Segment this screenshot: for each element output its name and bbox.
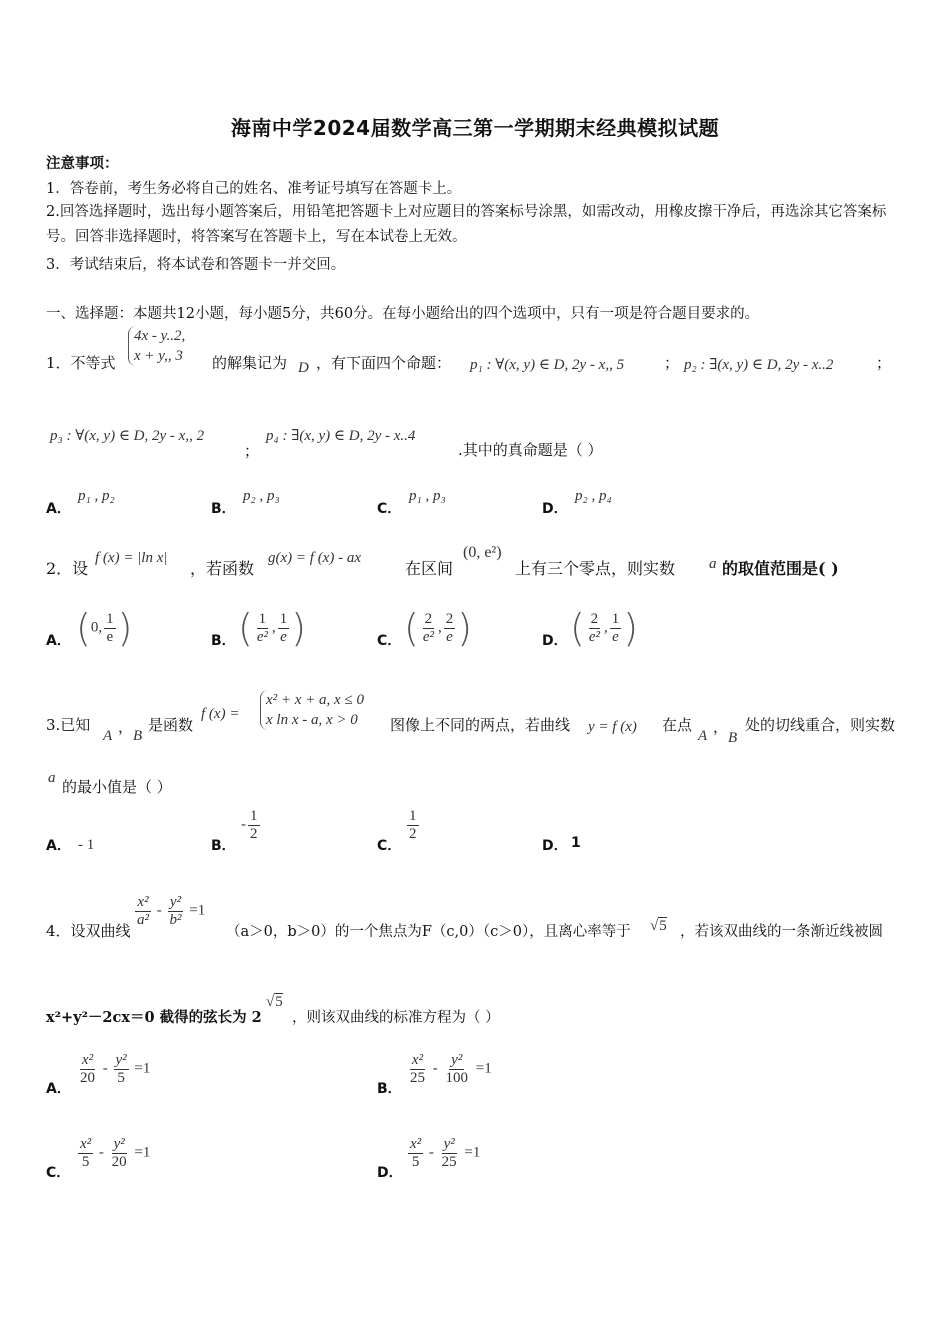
q4-tail: ，则该双曲线的标准方程为（ ） [292, 1010, 500, 1026]
q2-a: a [709, 556, 717, 572]
q2-mid: ，若函数 [190, 559, 255, 578]
q2-option-d-den2: e [612, 628, 619, 645]
q2-option-c: ( $\frac{2}{\text{e²}}$ , $\frac{2}{e}$ ) [404, 606, 473, 650]
q2-option-b-num2: 1 [279, 611, 288, 627]
q1-p1: p₁ : ∀(x, y) ∈ D, 2y - x,, 5 [470, 357, 625, 373]
q3-option-a-label: A． [46, 838, 71, 854]
q1-sys-line-1: 4x - y..2, [134, 328, 186, 344]
q2-f: f (x) = |ln x| [95, 550, 168, 566]
q2-option-c-num2: 2 [445, 611, 454, 627]
q2-option-a-num: 1 [106, 611, 114, 627]
section-heading: 一、选择题：本题共12小题，每小题5分，共60分。在每小题给出的四个选项中，只有一项是符合题目要求的。 [46, 306, 760, 322]
q3-option-b-sign: - [241, 816, 246, 833]
q4-sqrt5b-value: 5 [275, 994, 283, 1010]
q4-mid2: ，若该双曲线的一条渐近线被圆 [680, 924, 883, 940]
q2-option-d: ( $\frac{2}{\text{e²}}$ , $\frac{1}{e}$ ) [570, 606, 639, 650]
q4-option-a-rhs: =1 [134, 1060, 151, 1077]
q3-option-c [405, 808, 421, 842]
q2-option-b-label: B． [211, 633, 236, 649]
q1-option-d: p₂ , p₄ [575, 488, 612, 504]
q4-option-b-den2: 100 [445, 1069, 468, 1086]
q1-option-c-label: C． [377, 501, 402, 517]
q2-option-c-num1: 2 [424, 611, 433, 627]
q4-sqrt5-value: 5 [659, 918, 667, 934]
notes-heading: 注意事项： [46, 155, 119, 172]
q2-g: g(x) = f (x) - ax [268, 550, 361, 566]
q4-option-b-label: B． [377, 1081, 402, 1097]
q4-option-a: $\frac{\text{x²}}{20}$ - $\frac{\text{y²}}{5}$ =1 [80, 1052, 151, 1086]
q2-option-c-den2: e [446, 628, 453, 645]
page-title: 海南中学2024届数学高三第一学期期末经典模拟试题 [230, 116, 720, 140]
q3-option-d-label: D． [542, 838, 568, 854]
q2-option-d-num2: 1 [611, 611, 620, 627]
q3-comma2: ， [713, 718, 729, 736]
q2-option-b-den2: e [280, 628, 287, 645]
q4-option-b-rhs: =1 [475, 1060, 492, 1077]
q3-option-c-den: 2 [409, 825, 417, 842]
q2-option-c-label: C． [377, 633, 402, 649]
q1-sep1: ； [664, 354, 680, 372]
q1-option-a: p₁ , p₂ [78, 488, 115, 504]
q4-option-a-label: A． [46, 1081, 71, 1097]
q4-option-d: $\frac{\text{x²}}{5}$ - $\frac{\text{y²}}{25}$ =1 [410, 1136, 481, 1170]
q4-eq-num1: x² [137, 894, 149, 910]
q4-line2: x²+y²－2cx＝0 截得的弦长为 2 [46, 1009, 262, 1026]
q3-option-b [241, 808, 262, 842]
q1-sep3: ； [244, 442, 260, 460]
q4-option-d-rhs: =1 [464, 1144, 481, 1161]
q4-option-b-den1: 25 [410, 1069, 425, 1086]
q4-option-a-den2: 5 [117, 1069, 125, 1086]
q2-option-d-label: D． [542, 633, 568, 649]
q3-mid4: 处的切线重合，则实数 [745, 716, 896, 734]
q4-option-b-num1: x² [411, 1052, 424, 1068]
q4-option-c-num2: y² [113, 1136, 125, 1152]
q1-mid: 的解集记为 [212, 354, 288, 372]
q4-option-c: $\frac{\text{x²}}{5}$ - $\frac{\text{y²}}{20}$ =1 [80, 1136, 151, 1170]
q2-tail: 的取值范围是( ) [722, 559, 839, 578]
q3-option-b-label: B． [211, 838, 236, 854]
q1-tail: .其中的真命题是（ ） [458, 441, 603, 459]
q4-sqrt5b: √5 [266, 994, 283, 1010]
q1-option-a-label: A． [46, 501, 71, 517]
q2-option-a-den: e [106, 628, 114, 645]
q3-comma: ， [118, 718, 134, 736]
q4-option-b: $\frac{\text{x²}}{25}$ - $\frac{\text{y²}}{100}$ =1 [410, 1052, 492, 1086]
q2-option-c-den1: e² [422, 628, 434, 645]
q3-case-2: x ln x - a, x > 0 [266, 712, 358, 728]
q2-option-b-den1: e² [256, 628, 268, 645]
q4-option-c-rhs: =1 [134, 1144, 151, 1161]
q3-point-a: A [103, 728, 113, 744]
q4-prefix: 4．设双曲线 [46, 922, 131, 940]
q4-eq-den2: b² [169, 911, 182, 928]
q4-eq-rhs: =1 [189, 902, 206, 919]
q2-option-a: (0, $\frac{1}{e}$ ) [76, 606, 133, 650]
q4-option-c-label: C． [46, 1165, 71, 1181]
note-item-3: 3．考试结束后，将本试卷和答题卡一并交回。 [46, 257, 346, 273]
q4-option-a-num2: y² [115, 1052, 127, 1068]
q4-option-a-num1: x² [81, 1052, 94, 1068]
q4-sqrt5: √5 [650, 918, 667, 934]
q2-mid3: 上有三个零点，则实数 [515, 559, 676, 578]
q2-option-a-label: A． [46, 633, 71, 649]
q4-mid: （a＞0，b＞0）的一个焦点为F（c,0）（c＞0），且离心率等于 [226, 924, 631, 940]
q1-option-b: p₂ , p₃ [243, 488, 280, 504]
q4-option-c-den2: 20 [111, 1153, 127, 1170]
q3-option-c-num: 1 [409, 808, 417, 824]
q1-mid2: ，有下面四个命题： [316, 354, 452, 372]
q1-p4: p₄ : ∃(x, y) ∈ D, 2y - x..4 [266, 428, 416, 444]
q3-point-b: B [133, 728, 143, 744]
q3-case-1: x² + x + a, x ≤ 0 [266, 692, 364, 708]
q1-option-d-label: D． [542, 501, 568, 517]
q3-point-b2: B [728, 730, 738, 746]
q3-mid3: 在点 [662, 716, 693, 734]
q3-option-b-den: 2 [250, 825, 258, 842]
q3-option-b-num: 1 [250, 808, 258, 824]
q3-point-a2: A [698, 728, 708, 744]
q4-option-d-num2: y² [443, 1136, 455, 1152]
q4-eq-num2: y² [169, 894, 182, 910]
q4-option-b-num2: y² [451, 1052, 463, 1068]
q4-option-d-label: D． [377, 1165, 403, 1181]
q4-eq-den1: a² [137, 911, 149, 928]
q3-option-a: - 1 [78, 837, 95, 853]
q1-prefix: 1．不等式 [46, 354, 116, 372]
q4-option-c-num1: x² [80, 1136, 92, 1152]
q4-option-a-den1: 20 [80, 1069, 95, 1086]
q3-mid2: 图像上不同的两点，若曲线 [390, 716, 571, 734]
q3-curve: y = f (x) [588, 719, 637, 735]
q1-p2: p₂ : ∃(x, y) ∈ D, 2y - x..2 [684, 357, 834, 373]
q2-option-d-den1: e² [588, 628, 600, 645]
q2-option-d-num1: 2 [590, 611, 599, 627]
q2-interval: (0, e²) [463, 544, 502, 561]
q1-set-d: D [298, 360, 309, 376]
q2-option-b: ( $\frac{1}{\text{e²}}$ , $\frac{1}{e}$ ) [238, 606, 307, 650]
q1-inequality-system [128, 326, 185, 366]
q4-option-d-num1: x² [410, 1136, 422, 1152]
q3-tail: 的最小值是（ ） [62, 778, 172, 796]
q4-option-c-den1: 5 [81, 1153, 90, 1170]
q1-option-b-label: B． [211, 501, 236, 517]
q1-p3: p₃ : ∀(x, y) ∈ D, 2y - x,, 2 [50, 428, 205, 444]
q4-option-d-den1: 5 [411, 1153, 420, 1170]
note-item-2: 2.回答选择题时，选出每小题答案后，用铅笔把答题卡上对应题目的答案标号涂黑，如需改动，用橡皮擦干净后，再选涂其它答案标号。回答非选择题时，将答案写在答题卡上，写在本试卷上无效。 [46, 204, 887, 245]
q1-option-c: p₁ , p₃ [409, 488, 446, 504]
q3-mid: 是函数 [148, 716, 194, 734]
q4-equation: $\frac{\text{x²}}{\text{a²}}$ - $\frac{\text{y²}}{\text{b²}}$ =1 [137, 894, 206, 928]
q1-sys-line-2: x + y,, 3 [134, 348, 183, 364]
q2-prefix: 2．设 [46, 559, 89, 578]
q4-option-d-den2: 25 [441, 1153, 457, 1170]
q3-option-d: 1 [571, 835, 581, 851]
q3-f: f (x) = [201, 706, 240, 722]
q3-piecewise [260, 690, 364, 730]
q3-a: a [48, 770, 56, 786]
note-item-1: 1．答卷前，考生务必将自己的姓名、准考证号填写在答题卡上。 [46, 181, 462, 197]
q1-sep2: ； [876, 354, 892, 372]
q2-option-a-left: 0, [90, 619, 103, 636]
q2-mid2: 在区间 [405, 559, 454, 578]
q2-option-b-num1: 1 [258, 611, 267, 627]
q3-prefix: 3.已知 [46, 716, 91, 734]
q3-option-c-label: C． [377, 838, 402, 854]
